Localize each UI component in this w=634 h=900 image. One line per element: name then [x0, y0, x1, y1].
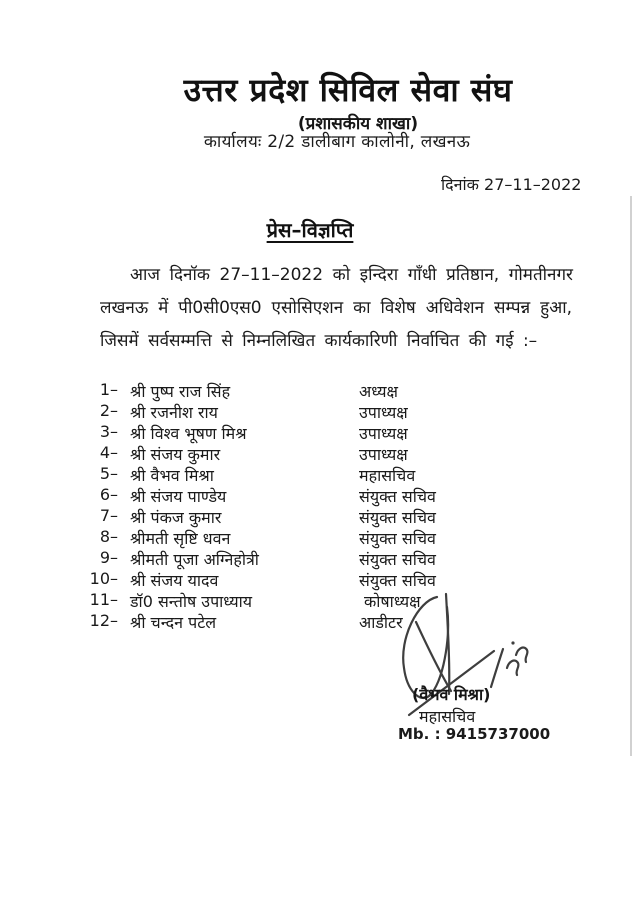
member-number: 3– [99, 422, 118, 441]
member-name: डॉ0 सन्तोष उपाध्याय [130, 592, 253, 611]
member-role: आडीटर [359, 613, 403, 632]
member-row [0, 443, 634, 464]
member-number: 9– [99, 548, 118, 567]
paragraph-line-1: आज दिनॉक 27–11–2022 को इन्दिरा गॉंधी प्रतिष्ठान, गोमतीनगर [130, 265, 573, 285]
member-number: 6– [99, 485, 118, 504]
member-number: 11– [89, 590, 118, 609]
signatory-name: (वैभव मिश्रा) [412, 685, 491, 704]
member-number: 12– [89, 611, 118, 630]
scan-page-edge-line [630, 196, 632, 756]
member-row [0, 506, 634, 527]
organization-title: उत्तर प्रदेश सिविल सेवा संघ [183, 71, 513, 109]
member-role: संयुक्त सचिव [359, 487, 436, 506]
paragraph-line-3: जिसमें सर्वसम्मत्ति से निम्नलिखित कार्यकारिणी निर्वाचित की गई :– [100, 331, 538, 351]
member-row [0, 527, 634, 548]
branch-subtitle: (प्रशासकीय शाखा) [297, 114, 419, 134]
member-name: श्री पंकज कुमार [130, 508, 222, 527]
member-role: संयुक्त सचिव [359, 508, 436, 527]
member-number: 5– [99, 464, 118, 483]
member-row [0, 464, 634, 485]
member-name: श्री संजय यादव [130, 571, 219, 590]
member-row [0, 422, 634, 443]
member-row [0, 380, 634, 401]
date-line: दिनांक 27–11–2022 [441, 175, 582, 194]
member-role: उपाध्यक्ष [359, 424, 408, 443]
member-role: संयुक्त सचिव [359, 571, 436, 590]
member-number: 4– [99, 443, 118, 462]
member-name: श्री संजय कुमार [130, 445, 221, 464]
member-role: अध्यक्ष [359, 382, 398, 401]
member-row [0, 485, 634, 506]
member-name: श्री रजनीश राय [130, 403, 218, 422]
member-row [0, 401, 634, 422]
member-number: 1– [99, 380, 118, 399]
member-number: 2– [99, 401, 118, 420]
member-number: 8– [99, 527, 118, 546]
member-number: 7– [99, 506, 118, 525]
member-name: श्रीमती सृष्टि धवन [130, 529, 231, 548]
office-address: कार्यालयः 2/2 डालीबाग कालोनी, लखनऊ [203, 132, 471, 152]
member-row [0, 548, 634, 569]
member-role: उपाध्यक्ष [359, 403, 408, 422]
member-number: 10– [89, 569, 118, 588]
member-role: महासचिव [359, 466, 416, 485]
paragraph-line-2: लखनऊ में पी0सी0एस0 एसोसिएशन का विशेष अधिवेशन सम्पन्न हुआ, [100, 298, 572, 318]
member-role: संयुक्त सचिव [359, 529, 436, 548]
member-name: श्री संजय पाण्डेय [130, 487, 227, 506]
member-name: श्री चन्दन पटेल [130, 613, 217, 632]
signatory-mobile: Mb. : 9415737000 [398, 725, 551, 743]
member-role: उपाध्यक्ष [359, 445, 408, 464]
member-name: श्रीमती पूजा अग्निहोत्री [130, 550, 259, 569]
member-role: संयुक्त सचिव [359, 550, 436, 569]
member-name: श्री विश्व भूषण मिश्र [130, 424, 247, 443]
signatory-title: महासचिव [419, 707, 476, 726]
member-name: श्री पुष्प राज सिंह [130, 382, 231, 401]
member-name: श्री वैभव मिश्रा [130, 466, 214, 485]
member-role: कोषाध्यक्ष [364, 592, 421, 611]
press-release-heading: प्रेस–विज्ञप्ति [266, 218, 354, 242]
